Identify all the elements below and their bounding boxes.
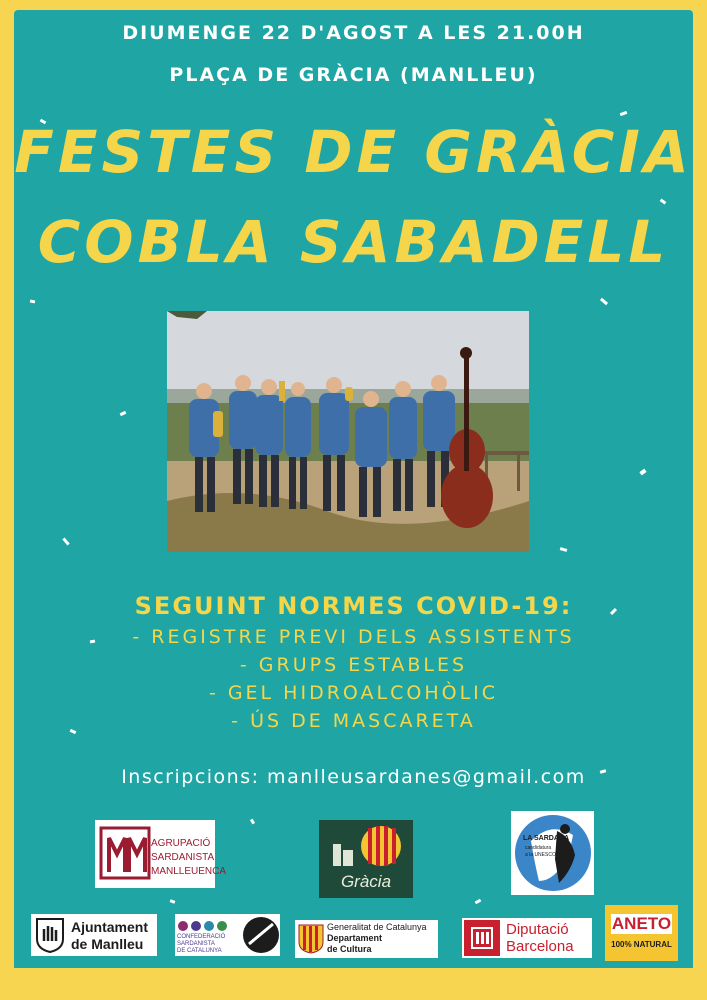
confederacio-sardanista-logo [175, 914, 280, 956]
gracia-logo [319, 820, 413, 898]
covid-rule: - REGISTRE PREVI DELS ASSISTENTS [132, 626, 575, 648]
event-place: PLAÇA DE GRÀCIA (MANLLEU) [169, 64, 538, 86]
agrupacio-line1: AGRUPACIÓ [151, 838, 211, 849]
covid-rule: - ÚS DE MASCARETA [231, 710, 476, 732]
agrupacio-sardanista-logo [95, 820, 227, 888]
sardana-line3: a la UNESCO [525, 852, 556, 858]
aneto-brand: ANETO [611, 914, 672, 933]
confederacio-line2: SARDANISTA [177, 941, 215, 947]
confederacio-line3: DE CATALUNYA [177, 948, 222, 954]
aneto-tagline: 100% NATURAL [611, 940, 672, 949]
diputacio-line1: Diputació [506, 921, 569, 938]
event-date: DIUMENGE 22 D'AGOST A LES 21.00H [122, 22, 585, 44]
covid-rule: - GRUPS ESTABLES [239, 654, 468, 676]
diputacio-emblem-icon [464, 920, 500, 956]
generalitat-shield-icon [298, 924, 324, 954]
covid-heading: SEGUINT NORMES COVID-19: [134, 592, 573, 620]
agrupacio-line3: MANLLEUENCA [151, 866, 227, 877]
catalan-flag-icon [319, 820, 413, 872]
agrupacio-line2: SARDANISTA [151, 852, 215, 863]
generalitat-line3: de Cultura [327, 944, 372, 954]
covid-rule: - GEL HIDROALCOHÒLIC [208, 682, 499, 704]
sardana-line2: candidatura [525, 845, 552, 851]
generalitat-line1: Generalitat de Catalunya [327, 922, 427, 932]
event-title-line1: FESTES DE GRÀCIA [14, 118, 693, 186]
registration-contact: Inscripcions: manlleusardanes@gmail.com [121, 766, 586, 788]
confederacio-line1: CONFEDERACIÓ [177, 934, 226, 940]
confetti [30, 300, 35, 304]
bottom-yellow-strip [0, 968, 707, 1000]
ajuntament-line2: de Manlleu [71, 936, 144, 952]
hand-shield-icon [35, 917, 65, 953]
gracia-label: Gràcia [340, 872, 392, 891]
agrupacio-emblem-icon [99, 824, 151, 884]
ajuntament-line1: Ajuntament [71, 919, 148, 935]
diputacio-barcelona-logo [462, 918, 592, 958]
sardana-unesco-logo [511, 811, 594, 895]
band-photo [167, 311, 529, 552]
ajuntament-manlleu-logo [31, 914, 157, 956]
sardana-line1: LA SARDANA [523, 835, 570, 842]
diputacio-line2: Barcelona [506, 938, 574, 955]
band-photo-illustration [167, 311, 529, 552]
generalitat-cultura-logo [295, 920, 438, 958]
event-title-line2: COBLA SABADELL [37, 208, 670, 276]
aneto-logo [605, 905, 678, 961]
generalitat-line2: Departament [327, 933, 383, 943]
